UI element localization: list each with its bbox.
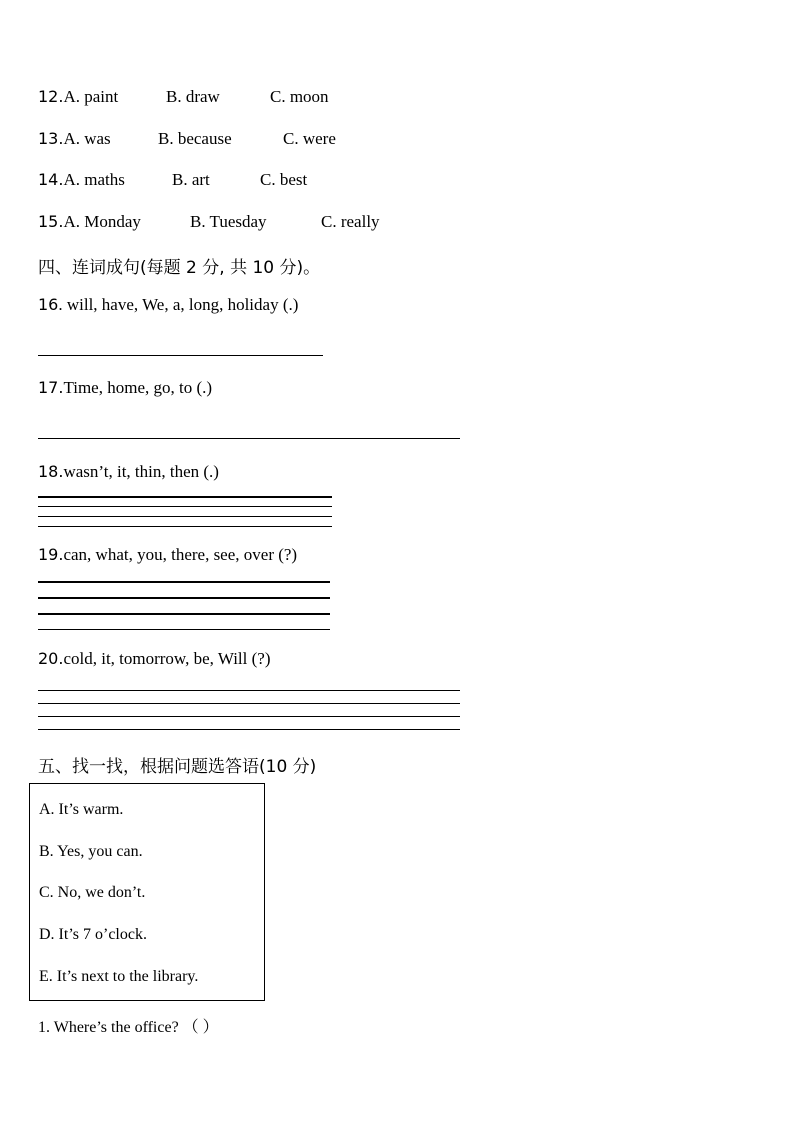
answer-option-b: B. Yes, you can. (39, 843, 143, 860)
answer-line[interactable] (38, 516, 332, 517)
answer-line[interactable] (38, 581, 330, 583)
sentence-question (38, 545, 297, 565)
question-number: 17. (38, 378, 64, 397)
option-b: B. because (158, 129, 232, 148)
question-row (38, 87, 118, 107)
option-a: A. Monday (63, 212, 141, 231)
answer-line[interactable] (38, 597, 330, 599)
option-b: B. Tuesday (190, 212, 267, 231)
question-number: 20. (38, 649, 64, 668)
question-row (38, 129, 111, 149)
answer-option-e: E. It’s next to the library. (39, 968, 199, 985)
answer-option-d: D. It’s 7 o’clock. (39, 926, 147, 943)
answer-line[interactable] (38, 690, 460, 691)
option-c: C. were (283, 129, 336, 148)
scrambled-words: wasn’t, it, thin, then (.) (63, 462, 219, 481)
option-a: A. was (63, 129, 111, 148)
option-c: C. moon (270, 87, 329, 106)
answer-line[interactable] (38, 716, 460, 717)
answer-options-box (29, 783, 265, 1001)
answer-line[interactable] (38, 438, 460, 439)
section-heading: 五、找一找，根据问题选答语(10 分) (38, 757, 317, 777)
scrambled-words: cold, it, tomorrow, be, Will (?) (63, 649, 271, 668)
answer-line[interactable] (38, 355, 323, 356)
question-number: 14. (38, 170, 64, 189)
answer-line[interactable] (38, 506, 332, 507)
question-number: 19. (38, 545, 64, 564)
sentence-question (38, 378, 212, 398)
answer-option-c: C. No, we don’t. (39, 884, 146, 901)
option-c: C. best (260, 170, 308, 189)
option-b: B. art (172, 170, 210, 189)
answer-line[interactable] (38, 496, 332, 498)
scrambled-words: can, what, you, there, see, over (?) (63, 545, 298, 564)
section-heading: 四、连词成句(每题 2 分, 共 10 分)。 (38, 258, 321, 278)
answer-line[interactable] (38, 703, 460, 704)
option-a: A. maths (63, 170, 125, 189)
scrambled-words: . will, have, We, a, long, holiday (.) (58, 295, 299, 314)
question-number: 12. (38, 87, 64, 106)
sentence-question (38, 462, 219, 482)
sentence-question (38, 649, 271, 669)
matching-question: 1. Where’s the office? （ ） (38, 1019, 219, 1036)
question-number: 18. (38, 462, 64, 481)
answer-line[interactable] (38, 613, 330, 615)
option-a: A. paint (63, 87, 119, 106)
option-c: C. really (321, 212, 380, 231)
answer-option-a: A. It’s warm. (39, 801, 124, 818)
question-row (38, 170, 125, 190)
option-b: B. draw (166, 87, 220, 106)
answer-line[interactable] (38, 526, 332, 527)
question-number: 15. (38, 212, 64, 231)
sentence-question (38, 295, 298, 315)
answer-line[interactable] (38, 729, 460, 730)
answer-line[interactable] (38, 629, 330, 630)
question-number: 13. (38, 129, 64, 148)
question-number: 16 (38, 295, 59, 314)
scrambled-words: Time, home, go, to (.) (63, 378, 213, 397)
question-row (38, 212, 141, 232)
